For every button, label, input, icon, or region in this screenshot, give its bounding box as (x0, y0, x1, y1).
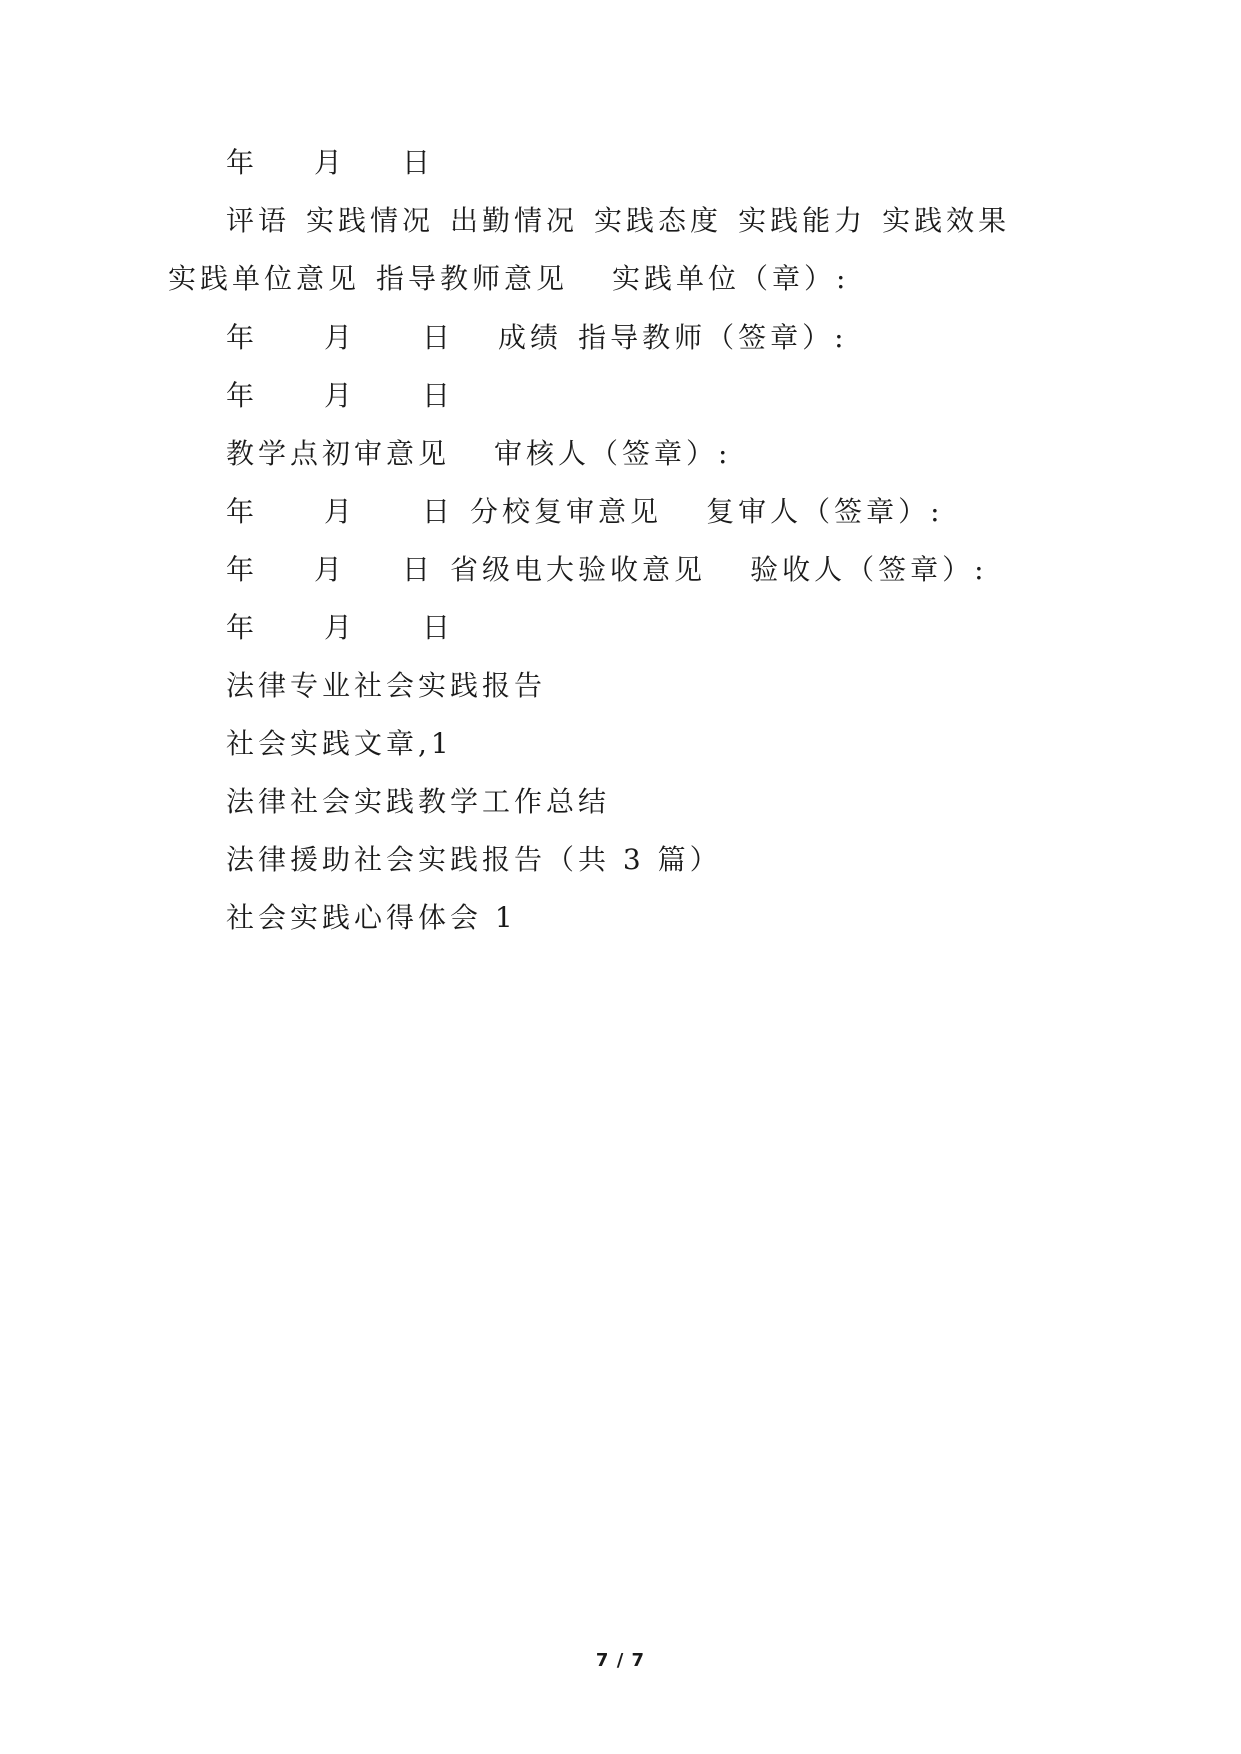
day-label: 日 (422, 379, 455, 412)
month-label: 月 (324, 321, 357, 354)
related-link-item[interactable]: 法律专业社会实践报告 (226, 669, 547, 702)
year-label: 年 (226, 611, 259, 644)
eval-item: 评语 (226, 204, 291, 237)
month-label: 月 (314, 553, 347, 586)
branch-review-label: 分校复审意见 (470, 495, 663, 528)
year-label: 年 (226, 379, 259, 412)
related-link-item[interactable]: 法律援助社会实践报告（共 3 篇） (226, 843, 722, 876)
day-label: 日 (402, 553, 435, 586)
date-line-1 (226, 143, 434, 183)
branch-signer-label: 复审人（签章）: (706, 495, 944, 528)
month-label: 月 (314, 146, 347, 179)
related-link-item[interactable]: 社会实践文章,1 (226, 727, 453, 760)
day-label: 日 (402, 146, 435, 179)
related-link-item[interactable]: 社会实践心得体会 1 (226, 901, 517, 934)
province-review-row (226, 550, 988, 590)
eval-item: 实践情况 (306, 204, 435, 237)
unit-seal-label: 实践单位（章）: (612, 262, 850, 295)
year-label: 年 (226, 321, 259, 354)
month-label: 月 (324, 495, 357, 528)
related-link-item[interactable]: 法律社会实践教学工作总结 (226, 785, 611, 818)
eval-item: 实践效果 (882, 204, 1011, 237)
branch-review-row (226, 492, 944, 532)
review-row (226, 434, 731, 474)
unit-opinion-label: 实践单位意见 (168, 262, 361, 295)
year-label: 年 (226, 553, 259, 586)
month-label: 月 (324, 611, 357, 644)
teacher-sign-label: 指导教师（签章）: (578, 321, 848, 354)
evaluation-row (226, 201, 1010, 241)
day-label: 日 (422, 611, 455, 644)
year-label: 年 (226, 146, 259, 179)
province-review-label: 省级电大验收意见 (450, 553, 707, 586)
opinion-row (168, 259, 849, 299)
eval-item: 实践能力 (738, 204, 867, 237)
eval-item: 实践态度 (594, 204, 723, 237)
year-label: 年 (226, 495, 259, 528)
grade-row (226, 318, 848, 358)
date-line-2 (226, 376, 454, 416)
day-label: 日 (422, 495, 455, 528)
page-number: 7 / 7 (595, 1650, 646, 1671)
province-signer-label: 验收人（签章）: (750, 553, 988, 586)
review-label: 教学点初审意见 (226, 437, 451, 470)
reviewer-sign-label: 审核人（签章）: (494, 437, 732, 470)
day-label: 日 (422, 321, 455, 354)
date-line-3 (226, 608, 454, 648)
eval-item: 出勤情况 (450, 204, 579, 237)
month-label: 月 (324, 379, 357, 412)
grade-label: 成绩 (498, 321, 563, 354)
teacher-opinion-label: 指导教师意见 (376, 262, 569, 295)
